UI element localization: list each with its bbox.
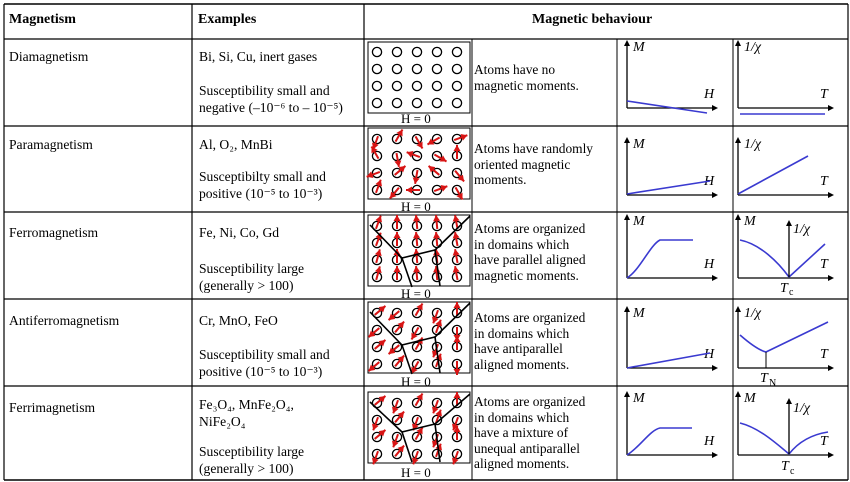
atom [372,415,382,430]
ferri-m-t-y-label: M [744,391,756,406]
curie-temp-subscript: c [790,466,795,477]
curie-temp-subscript: c [789,287,794,298]
atom-circle [412,64,421,73]
antiferro-m-h-x-arrow [712,365,718,371]
atom [432,47,441,56]
field-zero-label: H = 0 [401,374,431,389]
atom [390,185,402,198]
ferro-m-h-curve [627,240,693,278]
ferri-m-t-x-label: T [820,434,828,449]
neel-temp-label: T [760,371,768,386]
moment-arrow-head [413,266,420,272]
atom [412,134,422,148]
ferro-m-h-x-arrow [712,275,718,281]
atom [372,180,382,195]
dia-chi-t-y-arrow [735,40,741,46]
antiferro-chi-t-y-label: 1/χ [744,306,762,321]
ferro-chi-label: 1/χ [793,222,811,237]
row-susceptibility: Susceptibility large [199,261,305,276]
atom-circle [452,47,461,56]
row-description: Atoms are organized in domains which have parallel aligned magnetic moments. [474,221,586,283]
header-magnetism: Magnetism [9,12,76,27]
atom [392,81,401,90]
atom-circle [452,81,461,90]
atom [392,64,401,73]
ferro-chi-arrow [786,220,792,226]
atom [372,249,381,264]
atom [411,359,421,373]
row-name: Ferrimagnetism [9,400,96,415]
ferro-m-t-y-label: M [744,214,756,229]
atom [369,325,382,337]
atom [452,98,461,107]
atom-circle [432,98,441,107]
field-zero-label: H = 0 [401,111,431,126]
atom [412,232,421,248]
atom [372,340,385,352]
atom [452,266,461,281]
ferri-m-h-x-label: H [704,434,715,449]
para-m-h-curve [627,181,710,194]
atom-circle [372,98,381,107]
dia-m-h-x-arrow [712,105,718,111]
atom-circle [452,98,461,107]
row-description: Atoms are organized in domains which have a mixture of unequal antiparallel aligned moments. [474,394,586,472]
dia-m-h-y-label: M [633,40,645,55]
atom [452,449,462,464]
atom [412,64,421,73]
atom-circle [372,47,381,56]
atom [392,356,404,369]
atom [452,185,462,199]
moment-arrow-head [413,232,420,238]
atom [392,166,405,178]
atom [432,215,441,231]
atom-circle [412,81,421,90]
atom [389,342,402,354]
atom [392,98,401,107]
atom [412,81,421,90]
ferro-m-t-y-arrow [735,214,741,220]
moment-arrow-head [394,266,401,272]
atom [407,151,422,161]
moment-arrow-head [454,369,461,375]
atom-circle [392,64,401,73]
moment-arrow-head [433,215,440,221]
atom [412,249,421,265]
atom [412,393,422,407]
atom [367,168,382,178]
ferri-m-h-y-arrow [624,391,630,397]
atom [372,64,381,73]
ferri-m-t-curve [740,423,789,454]
atom [452,249,461,264]
moment-arrow-head [394,232,401,238]
atom-circle [432,81,441,90]
row-examples: Fe₃O₄, MnFe₂O₄, [199,397,294,412]
atom-circle [392,98,401,107]
atom [412,168,421,183]
para-chi-t-y-arrow [735,137,741,143]
row-susceptibility: Susceptibility small and [199,347,330,362]
header-examples: Examples [198,12,257,27]
atom [412,47,421,56]
row-susceptibility-range: positive (10⁻⁵ to 10⁻³) [199,364,323,379]
atom [452,134,467,144]
atom [392,322,404,335]
row-examples: Bi, Si, Cu, inert gases [199,49,318,64]
atom-circle [432,47,441,56]
antiferro-m-h-y-label: M [633,306,645,321]
atom [406,185,422,194]
row-name: Paramagnetism [9,137,93,152]
atom [372,98,381,107]
atom [372,81,381,90]
atom [392,232,401,248]
dia-m-h-x-label: H [704,87,715,102]
row-examples-continued: NiFe₂O₄ [199,414,246,429]
ferri-m-h-y-label: M [633,391,645,406]
dia-chi-t-y-label: 1/χ [744,40,762,55]
atom [432,64,441,73]
moment-arrow-head [406,187,412,194]
ferri-m-t-x-arrow [828,452,834,458]
atom [452,168,464,181]
row-description: Atoms have randomly oriented magnetic moments. [474,141,594,188]
atom [432,81,441,90]
row-description: Atoms have no magnetic moments. [474,62,579,93]
ferro-m-t-curve [740,240,789,277]
ferri-m-h-curve [627,428,692,455]
ferri-m-h-x-arrow [712,452,718,458]
ferro-m-t-x-label: T [820,257,828,272]
row-susceptibility: Susceptibility large [199,444,305,459]
curie-temp-label: T [780,281,788,296]
ferri-chi-label: 1/χ [793,401,811,416]
atom [412,215,421,231]
row-susceptibility: Susceptibilty small and [199,169,326,184]
atom [392,266,401,282]
row-susceptibility-range: negative (–10⁻⁶ to – 10⁻⁵) [199,100,343,115]
row-name: Ferromagnetism [9,225,99,240]
antiferro-m-h-curve [627,353,710,368]
row-susceptibility-range: (generally > 100) [199,461,294,476]
atom [412,98,421,107]
dia-m-h-curve [627,101,707,113]
atom-circle [372,81,381,90]
atom [392,215,401,231]
antiferro-m-h-y-arrow [624,306,630,312]
row-description: Atoms are organized in domains which have antiparallel aligned moments. [474,310,586,372]
row-examples: Cr, MnO, FeO [199,313,278,328]
ferro-m-t-x-arrow [828,275,834,281]
atom [372,47,381,56]
field-zero-label: H = 0 [401,199,431,214]
row-name: Diamagnetism [9,49,89,64]
header-magnetic-behaviour: Magnetic behaviour [532,12,653,27]
neel-temp-subscript: N [769,378,777,389]
para-chi-t-x-label: T [820,174,828,189]
row-susceptibility: Susceptibility small and [199,83,330,98]
para-m-h-x-label: H [704,174,715,189]
moment-arrow-head [394,215,401,221]
atom-circle [452,64,461,73]
moment-arrow-head [454,302,461,308]
atom [392,151,401,166]
atom-circle [372,64,381,73]
antiferro-chi-t-y-arrow [735,306,741,312]
atom [372,449,382,464]
atom [429,166,442,178]
atom-circle [392,47,401,56]
atom [412,303,422,317]
moment-arrow-head [454,145,461,151]
atom [389,308,402,320]
ferri-m-t-y-arrow [735,391,741,397]
row-name: Antiferromagnetism [9,313,120,328]
atom [371,146,381,160]
dia-m-h-y-arrow [624,40,630,46]
moment-arrow-head [454,392,461,398]
para-chi-t-x-arrow [828,192,834,198]
curie-temp-label: T [781,459,789,474]
atom [432,185,447,195]
ferro-m-h-x-label: H [704,257,715,272]
moment-arrow-head [413,215,420,221]
atom [427,134,441,144]
atom [452,64,461,73]
ferro-m-h-y-label: M [633,214,645,229]
para-chi-t-y-label: 1/χ [744,137,762,152]
atom [412,449,422,464]
dia-chi-t-x-label: T [820,87,828,102]
atom [412,266,421,282]
ferro-m-h-y-arrow [624,214,630,220]
atom [372,134,382,149]
atom [392,47,401,56]
antiferro-m-h-x-label: H [704,347,715,362]
field-zero-label: H = 0 [401,286,431,301]
row-examples: Al, O₂, MnBi [199,137,273,152]
atom [392,432,402,447]
para-m-h-y-label: M [633,137,645,152]
atom [392,129,402,143]
atom-circle [412,47,421,56]
atom [452,145,461,161]
atom [452,336,461,352]
antiferro-chi-t-x-arrow [828,365,834,371]
row-examples: Fe, Ni, Co, Gd [199,225,280,240]
row-susceptibility-range: (generally > 100) [199,278,294,293]
atom-circle [392,81,401,90]
para-chi-t-curve [738,156,808,194]
moment-arrow-head [433,232,440,238]
atom [372,430,385,442]
moment-arrow-head [454,336,461,342]
atom [369,359,382,371]
ferri-chi-arrow [786,398,792,404]
para-m-h-x-arrow [712,192,718,198]
para-m-h-y-arrow [624,137,630,143]
atom-circle [432,64,441,73]
dia-chi-t-x-arrow [828,105,834,111]
field-zero-label: H = 0 [401,465,431,480]
atom [452,81,461,90]
atom-circle [412,98,421,107]
atom [411,325,421,339]
atom [432,151,446,161]
atom [452,232,461,247]
antiferro-chi-t-curve [740,322,828,352]
atom [372,266,381,281]
row-susceptibility-range: positive (10⁻⁵ to 10⁻³) [199,186,323,201]
atom [452,47,461,56]
atom [432,98,441,107]
antiferro-chi-t-x-label: T [820,347,828,362]
atom [392,398,402,413]
